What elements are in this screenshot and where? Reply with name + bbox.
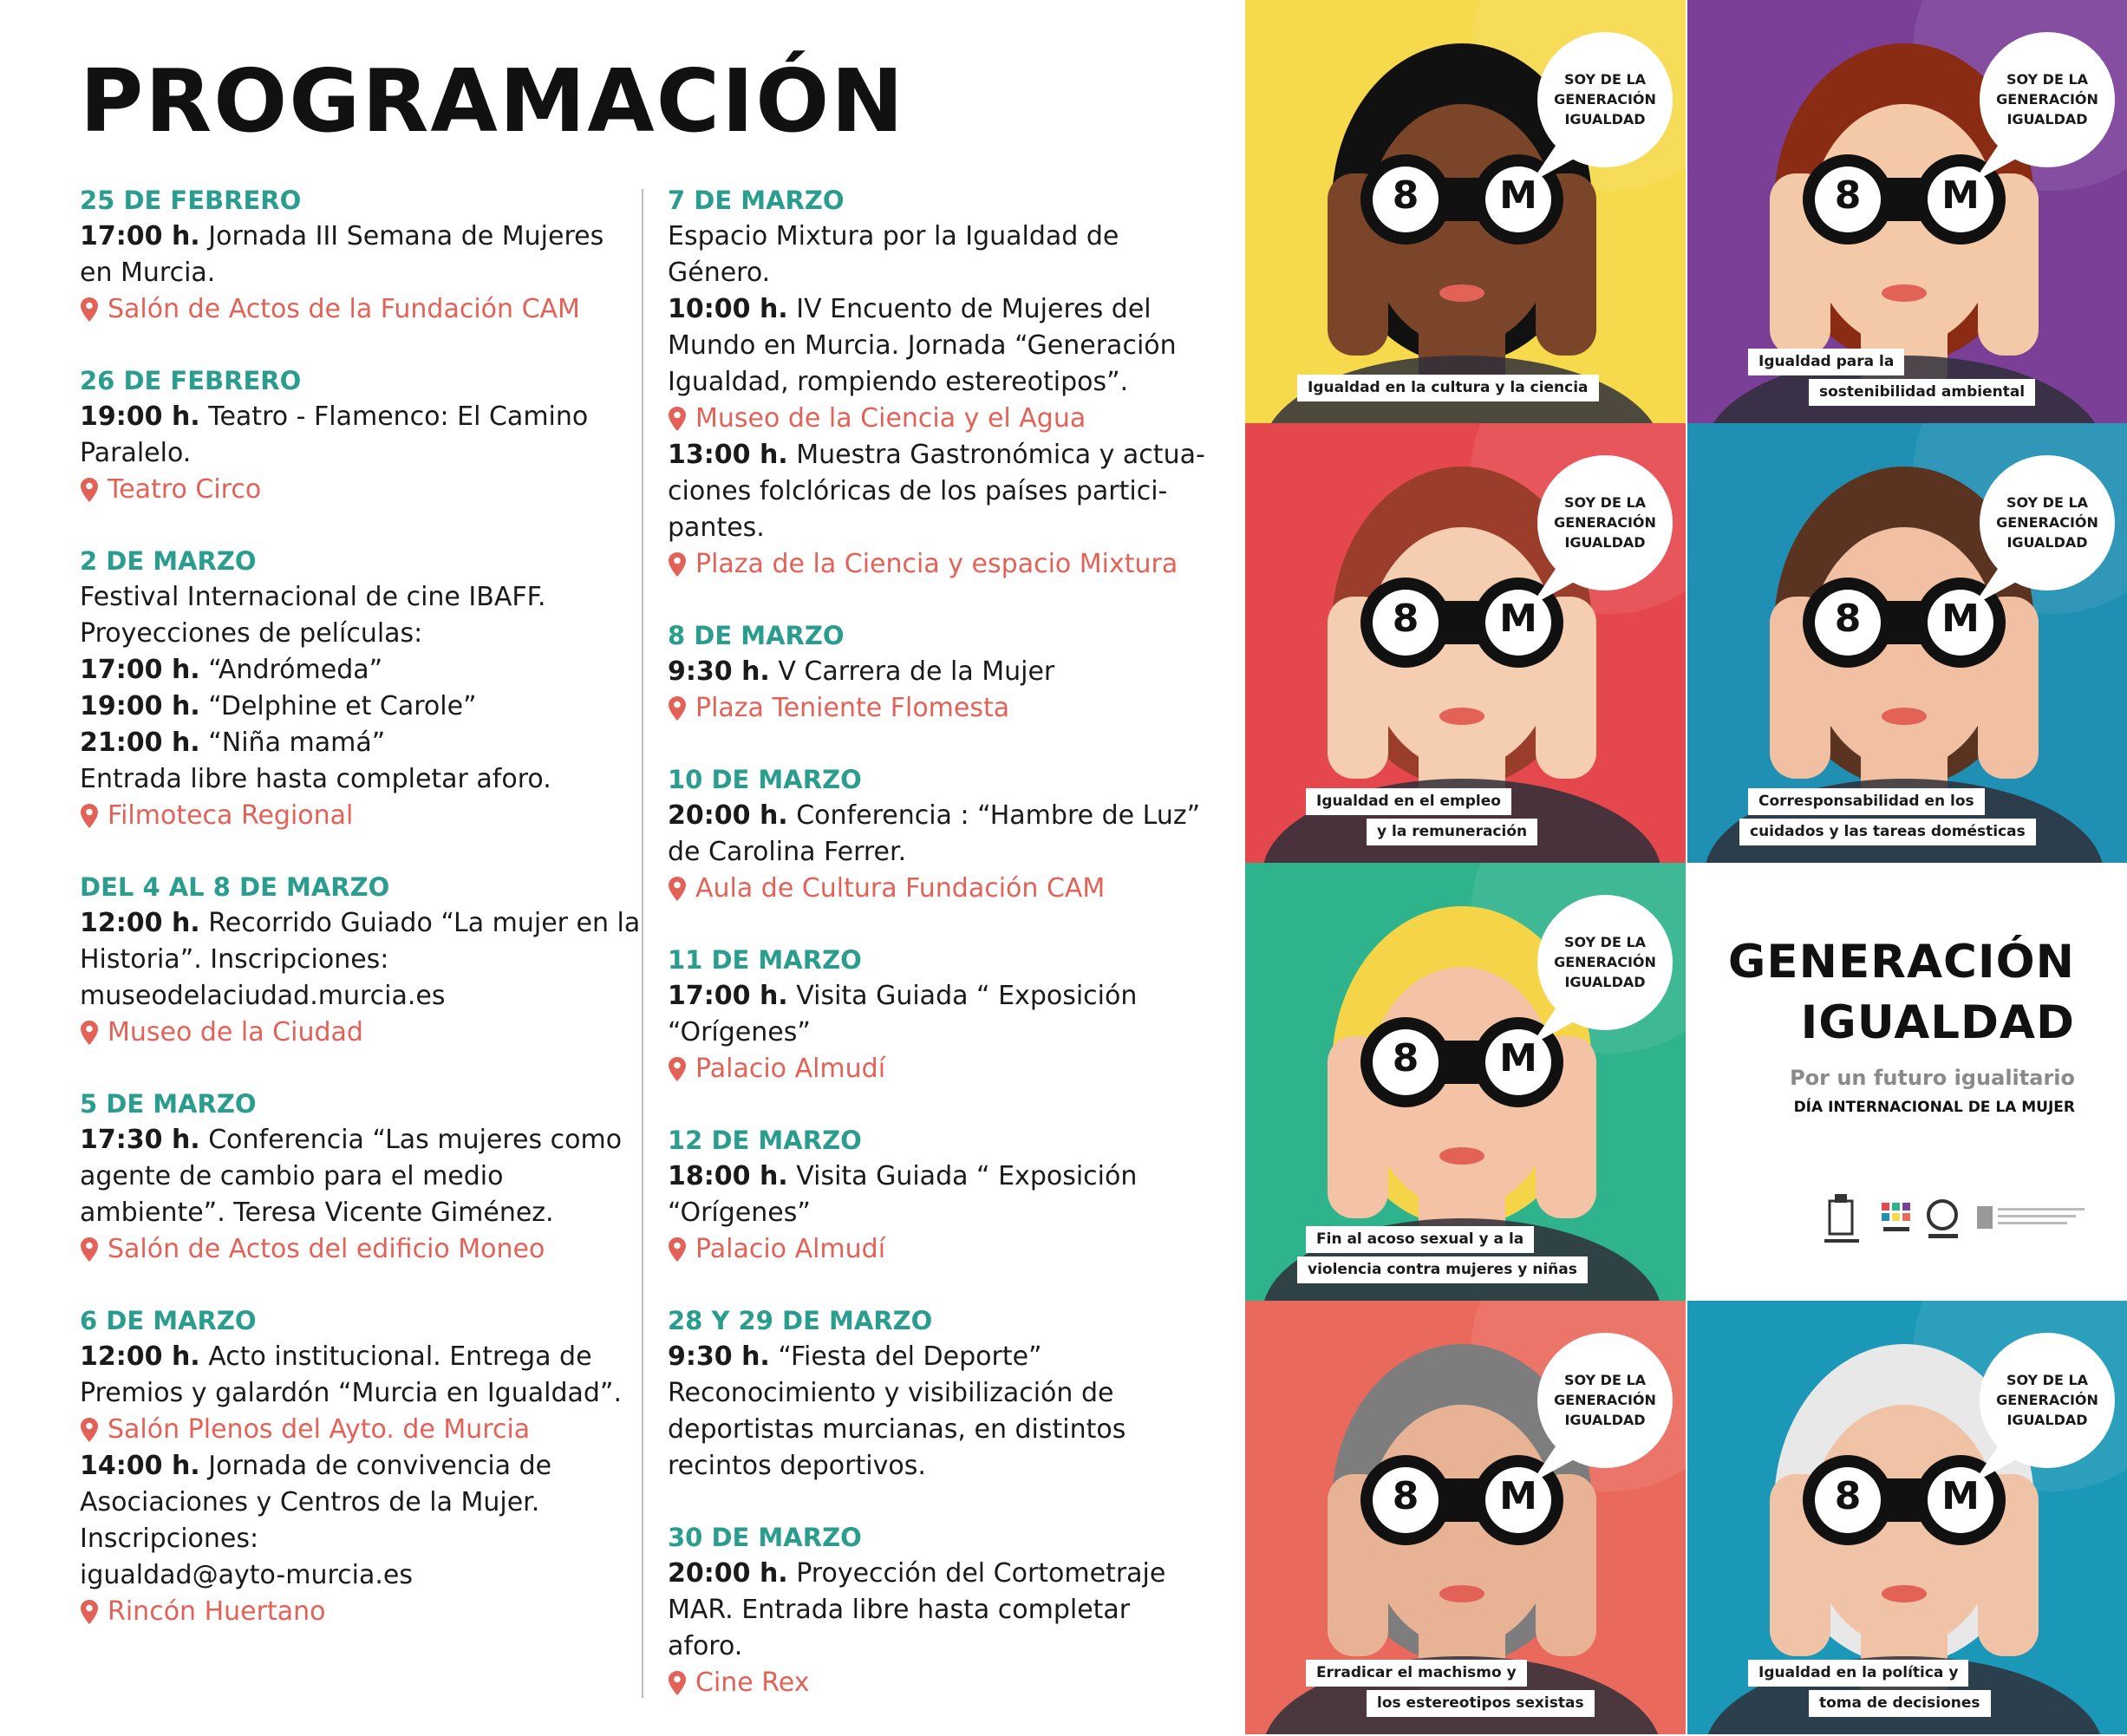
venue-name: Cine Rex [695, 1667, 810, 1698]
entry-text: Entrada libre hasta completar aforo. [80, 764, 551, 794]
bubble-text: SOY DE LA GENERACIÓN IGUALDAD [1996, 71, 2098, 127]
entry-text: Jornada de convivencia de [199, 1451, 552, 1481]
poster-tile [1245, 0, 1686, 423]
programme-entry [80, 1302, 635, 1630]
entry-line [668, 291, 1205, 328]
tile-caption: toma de decisiones [1809, 1690, 1991, 1717]
tile-caption: violencia contra mujeres y niñas [1297, 1256, 1588, 1283]
entry-line [80, 255, 635, 291]
venue-name: Teatro Circo [108, 474, 262, 505]
column-divider [642, 189, 643, 1698]
venue-name: Palacio Almudí [695, 1054, 886, 1084]
entry-time: 19:00 h. [80, 691, 200, 721]
tile-caption: los estereotipos sexistas [1367, 1690, 1595, 1717]
entry-line [80, 1485, 635, 1521]
entry-time: 17:00 h. [80, 655, 200, 685]
ayuntamiento-logo [1824, 1194, 1859, 1243]
entry-text: ciones folclóricas de los países partici- [668, 476, 1168, 506]
programme-entry [668, 1122, 1205, 1268]
entry-text: aforo. [668, 1631, 743, 1661]
lens-text-right: M [1941, 1474, 1980, 1518]
brand-title-line-1: GENERACIÓN [1727, 936, 2075, 989]
gobierno-logo [1977, 1206, 2085, 1229]
tile-caption: Corresponsabilidad en los [1748, 788, 1985, 815]
lens-text-left: 8 [1392, 597, 1419, 641]
location-pin-icon [668, 1237, 687, 1263]
entry-text: Recorrido Guiado “La mujer en la [199, 908, 641, 938]
bubble-text: SOY DE LA GENERACIÓN IGUALDAD [1996, 1372, 2098, 1428]
entry-venue [668, 401, 1205, 437]
venue-name: Plaza Teniente Flomesta [695, 693, 1010, 723]
entry-line [668, 219, 1205, 255]
entry-venue [668, 1051, 1205, 1087]
entry-text: Premios y galardón “Murcia en Igualdad”. [80, 1378, 623, 1408]
entry-text: V Carrera de la Mujer [769, 656, 1055, 687]
entry-line [80, 1521, 635, 1557]
entry-line [80, 1195, 635, 1231]
poster-tile [1687, 0, 2127, 423]
entry-line [668, 978, 1205, 1015]
sponsor-logos [1812, 1192, 2098, 1253]
entry-text: MAR. Entrada libre hasta completar [668, 1595, 1131, 1625]
entry-text: recintos deportivos. [668, 1451, 926, 1481]
entry-text: Visita Guiada “ Exposición [787, 981, 1138, 1011]
entry-text: Asociaciones y Centros de la Mujer. [80, 1487, 540, 1517]
entry-line [668, 473, 1205, 510]
tile-caption: sostenibilidad ambiental [1809, 379, 2035, 406]
entry-time: 20:00 h. [668, 800, 788, 831]
poster-tile [1687, 1301, 2127, 1734]
location-pin-icon [80, 1020, 99, 1046]
poster-tile [1245, 1301, 1686, 1734]
entry-line [668, 654, 1205, 690]
entry-time: 9:30 h. [668, 1341, 770, 1372]
entry-date: 2 DE MARZO [80, 546, 257, 576]
pacto-estado-logo [1928, 1201, 1958, 1238]
entry-text: Espacio Mixtura por la Igualdad de [668, 221, 1119, 251]
entry-date: 8 DE MARZO [668, 621, 845, 650]
bubble-text: SOY DE LA GENERACIÓN IGUALDAD [1554, 494, 1656, 551]
entry-line [80, 1158, 635, 1195]
entry-text: Proyección del Cortometraje [787, 1558, 1166, 1589]
entry-text: “Andrómeda” [199, 655, 383, 685]
location-pin-icon [668, 551, 687, 578]
entry-line [668, 364, 1205, 401]
entry-line [80, 978, 635, 1015]
entry-line [668, 798, 1205, 834]
brand-title [1728, 932, 2075, 1054]
entry-line [80, 1557, 635, 1594]
entry-text: “Fiesta del Deporte” [769, 1341, 1042, 1372]
location-pin-icon [80, 477, 99, 503]
tile-caption: Igualdad en la política y [1748, 1660, 1968, 1687]
entry-text: “Niña mamá” [199, 728, 386, 758]
venue-name: Museo de la Ciudad [108, 1017, 363, 1047]
entry-text: en Murcia. [80, 258, 216, 288]
entry-text: Género. [668, 258, 771, 288]
poster-tile [1245, 863, 1686, 1301]
lens-text-right: M [1941, 597, 1980, 641]
entry-time: 13:00 h. [668, 440, 788, 470]
venue-name: Salón de Actos del edificio Moneo [108, 1234, 545, 1264]
entry-text: Reconocimiento y visibilización de [668, 1378, 1114, 1408]
poster-tile [1687, 423, 2127, 863]
entry-line [668, 1412, 1205, 1448]
tile-caption: Fin al acoso sexual y a la [1306, 1226, 1534, 1253]
entry-date: 10 DE MARZO [668, 765, 862, 794]
entry-line [668, 510, 1205, 546]
entry-time: 18:00 h. [668, 1161, 788, 1191]
programme-entry [80, 182, 635, 328]
entry-text: museodelaciudad.murcia.es [80, 981, 446, 1011]
entry-venue [80, 1412, 635, 1448]
entry-line [80, 616, 635, 652]
lens-text-left: 8 [1834, 173, 1862, 218]
entry-time: 21:00 h. [80, 728, 200, 758]
entry-venue [668, 546, 1205, 583]
lens-text-right: M [1941, 173, 1980, 218]
entry-line [668, 834, 1205, 871]
brand-title-line-2: IGUALDAD [1800, 996, 2075, 1049]
programme-entry [80, 543, 635, 834]
brand-panel [1691, 863, 2127, 1296]
entry-line [80, 219, 635, 255]
programme-entry [668, 617, 1205, 727]
location-pin-icon [80, 1237, 99, 1263]
location-pin-icon [80, 297, 99, 323]
entry-time: 17:30 h. [80, 1125, 200, 1155]
programme-entry [668, 942, 1205, 1087]
entry-line [80, 435, 635, 472]
entry-time: 17:00 h. [668, 981, 788, 1011]
poster-tile [1245, 423, 1686, 863]
location-pin-icon [668, 1670, 687, 1696]
tile-caption: Igualdad en el empleo [1306, 788, 1511, 815]
venue-name: Museo de la Ciencia y el Agua [695, 403, 1086, 434]
tile-caption: y la remuneración [1367, 819, 1537, 845]
entry-text: Muestra Gastronómica y actua- [787, 440, 1205, 470]
entry-date: 12 DE MARZO [668, 1126, 862, 1155]
entry-line [668, 1628, 1205, 1665]
lens-text-right: M [1499, 1474, 1537, 1518]
lens-text-right: M [1499, 1036, 1537, 1080]
bubble-text: SOY DE LA GENERACIÓN IGUALDAD [1554, 934, 1656, 990]
lens-text-left: 8 [1392, 173, 1419, 218]
entry-line [80, 689, 635, 725]
entry-text: Paralelo. [80, 438, 192, 468]
tile-caption: cuidados y las tareas domésticas [1739, 819, 2036, 845]
entry-venue [80, 472, 635, 508]
entry-line [80, 725, 635, 761]
entry-line [80, 579, 635, 616]
right-column [668, 182, 1205, 1736]
entry-time: 10:00 h. [668, 294, 788, 324]
entry-line [668, 1158, 1205, 1195]
entry-line [668, 255, 1205, 291]
entry-time: 9:30 h. [668, 656, 770, 687]
entry-date: 6 DE MARZO [80, 1306, 257, 1335]
entry-line [80, 942, 635, 978]
entry-text: IV Encuento de Mujeres del [787, 294, 1152, 324]
entry-line [80, 1375, 635, 1412]
lens-text-left: 8 [1834, 1474, 1862, 1518]
entry-venue [668, 1231, 1205, 1268]
entry-date: 11 DE MARZO [668, 945, 862, 975]
entry-text: ambiente”. Teresa Vicente Giménez. [80, 1198, 554, 1228]
character-illustration [1245, 0, 1686, 423]
location-pin-icon [668, 406, 687, 432]
page-title: PROGRAMACIÓN [80, 50, 905, 152]
lens-text-right: M [1499, 597, 1537, 641]
location-pin-icon [668, 695, 687, 721]
entry-date: 25 DE FEBRERO [80, 186, 302, 215]
entry-line [80, 1122, 635, 1158]
entry-time: 14:00 h. [80, 1451, 200, 1481]
entry-venue [668, 1665, 1205, 1701]
entry-date: 26 DE FEBRERO [80, 366, 302, 395]
entry-line [668, 1592, 1205, 1628]
bubble-text: SOY DE LA GENERACIÓN IGUALDAD [1554, 1372, 1656, 1428]
entry-venue [80, 1231, 635, 1268]
entry-time: 17:00 h. [80, 221, 200, 251]
entry-line [668, 1015, 1205, 1051]
entry-time: 19:00 h. [80, 401, 200, 432]
entry-line [668, 1195, 1205, 1231]
venue-name: Salón Plenos del Ayto. de Murcia [108, 1414, 531, 1445]
entry-line [80, 1339, 635, 1375]
programme-entry [668, 182, 1205, 583]
entry-text: Conferencia : “Hambre de Luz” [787, 800, 1201, 831]
location-pin-icon [80, 1599, 99, 1625]
entry-line [80, 652, 635, 689]
location-pin-icon [668, 876, 687, 902]
entry-date: 28 Y 29 DE MARZO [668, 1306, 933, 1335]
entry-text: Mundo en Murcia. Jornada “Generación [668, 330, 1177, 361]
entry-line [668, 1375, 1205, 1412]
entry-line [80, 399, 635, 435]
entry-venue [80, 798, 635, 834]
murcia-logo [1882, 1203, 1910, 1231]
entry-venue [80, 1015, 635, 1051]
entry-text: Acto institucional. Entrega de [199, 1341, 592, 1372]
programme-entry [80, 869, 641, 1051]
programme-entry [668, 1302, 1205, 1485]
entry-venue [80, 1594, 635, 1630]
bubble-text: SOY DE LA GENERACIÓN IGUALDAD [1554, 71, 1656, 127]
brand-subtitle: Por un futuro igualitario [1790, 1066, 2075, 1090]
entry-text: Visita Guiada “ Exposición [787, 1161, 1138, 1191]
venue-name: Palacio Almudí [695, 1234, 886, 1264]
location-pin-icon [80, 1417, 99, 1443]
lens-text-left: 8 [1834, 597, 1862, 641]
entry-text: igualdad@ayto-murcia.es [80, 1560, 413, 1590]
entry-text: deportistas murcianas, en distintos [668, 1414, 1126, 1445]
lens-text-right: M [1499, 173, 1537, 218]
entry-text: “Orígenes” [668, 1198, 811, 1228]
entry-text: Igualdad, rompiendo estereotipos”. [668, 367, 1129, 397]
tile-caption: Erradicar el machismo y [1306, 1660, 1527, 1687]
venue-name: Plaza de la Ciencia y espacio Mixtura [695, 549, 1178, 579]
location-pin-icon [80, 803, 99, 829]
venue-name: Rincón Huertano [108, 1596, 326, 1627]
tile-caption: Igualdad en la cultura y la ciencia [1297, 375, 1599, 401]
entry-time: 12:00 h. [80, 1341, 200, 1372]
entry-line [668, 328, 1205, 364]
entry-text: Proyecciones de películas: [80, 618, 423, 649]
entry-text: Teatro - Flamenco: El Camino [199, 401, 589, 432]
programme-entry [668, 761, 1205, 907]
entry-date: 5 DE MARZO [80, 1089, 257, 1119]
entry-text: “Orígenes” [668, 1017, 811, 1047]
lens-text-left: 8 [1392, 1474, 1419, 1518]
entry-line [668, 1339, 1205, 1375]
entry-line [668, 1556, 1205, 1592]
programme-entry [80, 1086, 635, 1268]
entry-date: 7 DE MARZO [668, 186, 845, 215]
venue-name: Aula de Cultura Fundación CAM [695, 873, 1106, 904]
entry-time: 20:00 h. [668, 1558, 788, 1589]
entry-date: 30 DE MARZO [668, 1523, 862, 1552]
entry-date: DEL 4 AL 8 DE MARZO [80, 872, 390, 902]
programme-entry [668, 1519, 1205, 1701]
entry-text: Historia”. Inscripciones: [80, 944, 389, 975]
programme-entry [80, 362, 635, 508]
entry-venue [668, 871, 1205, 907]
entry-line [80, 761, 635, 798]
left-column [80, 182, 641, 1665]
entry-venue [668, 690, 1205, 727]
entry-line [668, 437, 1205, 473]
tile-caption: Igualdad para la [1748, 349, 1904, 375]
entry-time: 12:00 h. [80, 908, 200, 938]
venue-name: Salón de Actos de la Fundación CAM [108, 294, 580, 324]
bubble-text: SOY DE LA GENERACIÓN IGUALDAD [1996, 494, 2098, 551]
entry-text: agente de cambio para el medio [80, 1161, 504, 1191]
entry-text: Jornada III Semana de Mujeres [199, 221, 604, 251]
location-pin-icon [668, 1056, 687, 1082]
entry-line [80, 905, 641, 942]
venue-name: Filmoteca Regional [108, 800, 354, 831]
entry-line [80, 1448, 635, 1485]
entry-text: “Delphine et Carole” [199, 691, 477, 721]
entry-text: Inscripciones: [80, 1524, 259, 1554]
brand-day: DÍA INTERNACIONAL DE LA MUJER [1793, 1099, 2075, 1116]
entry-text: de Carolina Ferrer. [668, 837, 907, 867]
entry-line [668, 1448, 1205, 1485]
lens-text-left: 8 [1392, 1036, 1419, 1080]
entry-text: Conferencia “Las mujeres como [199, 1125, 623, 1155]
entry-text: Festival Internacional de cine IBAFF. [80, 582, 546, 612]
entry-text: pantes. [668, 512, 765, 543]
entry-venue [80, 291, 635, 328]
